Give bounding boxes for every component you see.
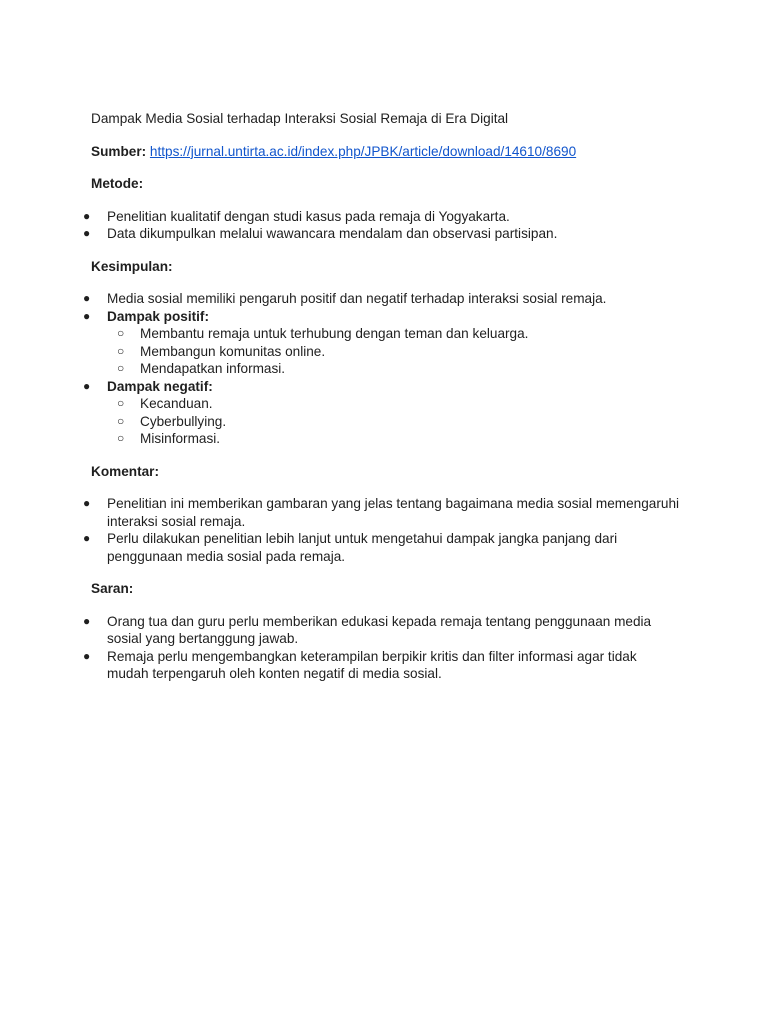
list-item: ● Data dikumpulkan melalui wawancara mendalam dan observasi partisipan. bbox=[83, 226, 558, 241]
bullet-icon: ● bbox=[83, 208, 91, 223]
dampak-negatif-list bbox=[107, 395, 681, 448]
list-item: ○ Membangun komunitas online. bbox=[117, 343, 326, 359]
hollow-bullet-icon: ○ bbox=[117, 413, 125, 428]
bullet-icon: ● bbox=[83, 531, 91, 545]
kesimpulan-list bbox=[83, 290, 681, 448]
list-item: ○ Cyberbullying. bbox=[117, 413, 227, 429]
list-item bbox=[83, 378, 681, 448]
bullet-icon: ● bbox=[83, 226, 91, 240]
hollow-bullet-icon: ○ bbox=[117, 343, 125, 358]
list-item: ● Penelitian kualitatif dengan studi kasus pada remaja di Yogyakarta. bbox=[83, 208, 510, 224]
list-item: ● Remaja perlu mengembangkan keterampilan berpikir kritis dan filter informasi agar tidak mudah terpengaruh oleh konten negatif di media sosial. bbox=[83, 648, 637, 681]
list-item: ○ Mendapatkan informasi. bbox=[117, 361, 286, 376]
sumber-line bbox=[91, 143, 681, 161]
hollow-bullet-icon: ○ bbox=[117, 361, 125, 375]
komentar-heading: Komentar: bbox=[91, 463, 159, 479]
bullet-icon: ● bbox=[83, 291, 91, 305]
list-item: ○ Kecanduan. bbox=[117, 396, 213, 411]
komentar-list bbox=[83, 495, 681, 565]
saran-list bbox=[83, 613, 681, 683]
dampak-negatif-label: Dampak negatif: bbox=[107, 378, 213, 394]
dampak-positif-label: Dampak positif: bbox=[107, 308, 209, 324]
hollow-bullet-icon: ○ bbox=[117, 431, 125, 445]
document-title: Dampak Media Sosial terhadap Interaksi Sosial Remaja di Era Digital bbox=[91, 111, 509, 126]
bullet-icon: ● bbox=[83, 648, 91, 663]
list-item: ○ Membantu remaja untuk terhubung dengan teman dan keluarga. bbox=[117, 326, 529, 341]
hollow-bullet-icon: ○ bbox=[117, 396, 125, 410]
list-item bbox=[83, 308, 681, 378]
hollow-bullet-icon: ○ bbox=[117, 326, 125, 340]
bullet-icon: ● bbox=[83, 378, 91, 393]
sumber-label: Sumber: bbox=[91, 143, 147, 159]
list-item: ● Penelitian ini memberikan gambaran yang jelas tentang bagaimana media sosial memengaruhi interaksi sosial remaja. bbox=[83, 496, 680, 529]
list-item: ● Media sosial memiliki pengaruh positif dan negatif terhadap interaksi sosial remaja. bbox=[83, 291, 607, 306]
saran-heading: Saran: bbox=[91, 581, 134, 596]
sumber-link[interactable]: https://jurnal.untirta.ac.id/index.php/JPBK/article/download/14610/8690 bbox=[149, 143, 577, 159]
list-item: ● Orang tua dan guru perlu memberikan edukasi kepada remaja tentang penggunaan media sosial yang bertanggung jawab. bbox=[83, 613, 652, 646]
bullet-icon: ● bbox=[83, 613, 91, 628]
kesimpulan-heading: Kesimpulan: bbox=[91, 258, 173, 274]
metode-list bbox=[83, 208, 681, 243]
list-item: ○ Misinformasi. bbox=[117, 431, 221, 446]
dampak-positif-list bbox=[107, 325, 681, 378]
document-body bbox=[83, 110, 681, 698]
bullet-icon: ● bbox=[83, 308, 91, 323]
bullet-icon: ● bbox=[83, 496, 91, 510]
list-item: ● Perlu dilakukan penelitian lebih lanjut untuk mengetahui dampak jangka panjang dari penggunaan media sosial pada remaja. bbox=[83, 531, 618, 564]
metode-heading: Metode: bbox=[91, 176, 144, 191]
